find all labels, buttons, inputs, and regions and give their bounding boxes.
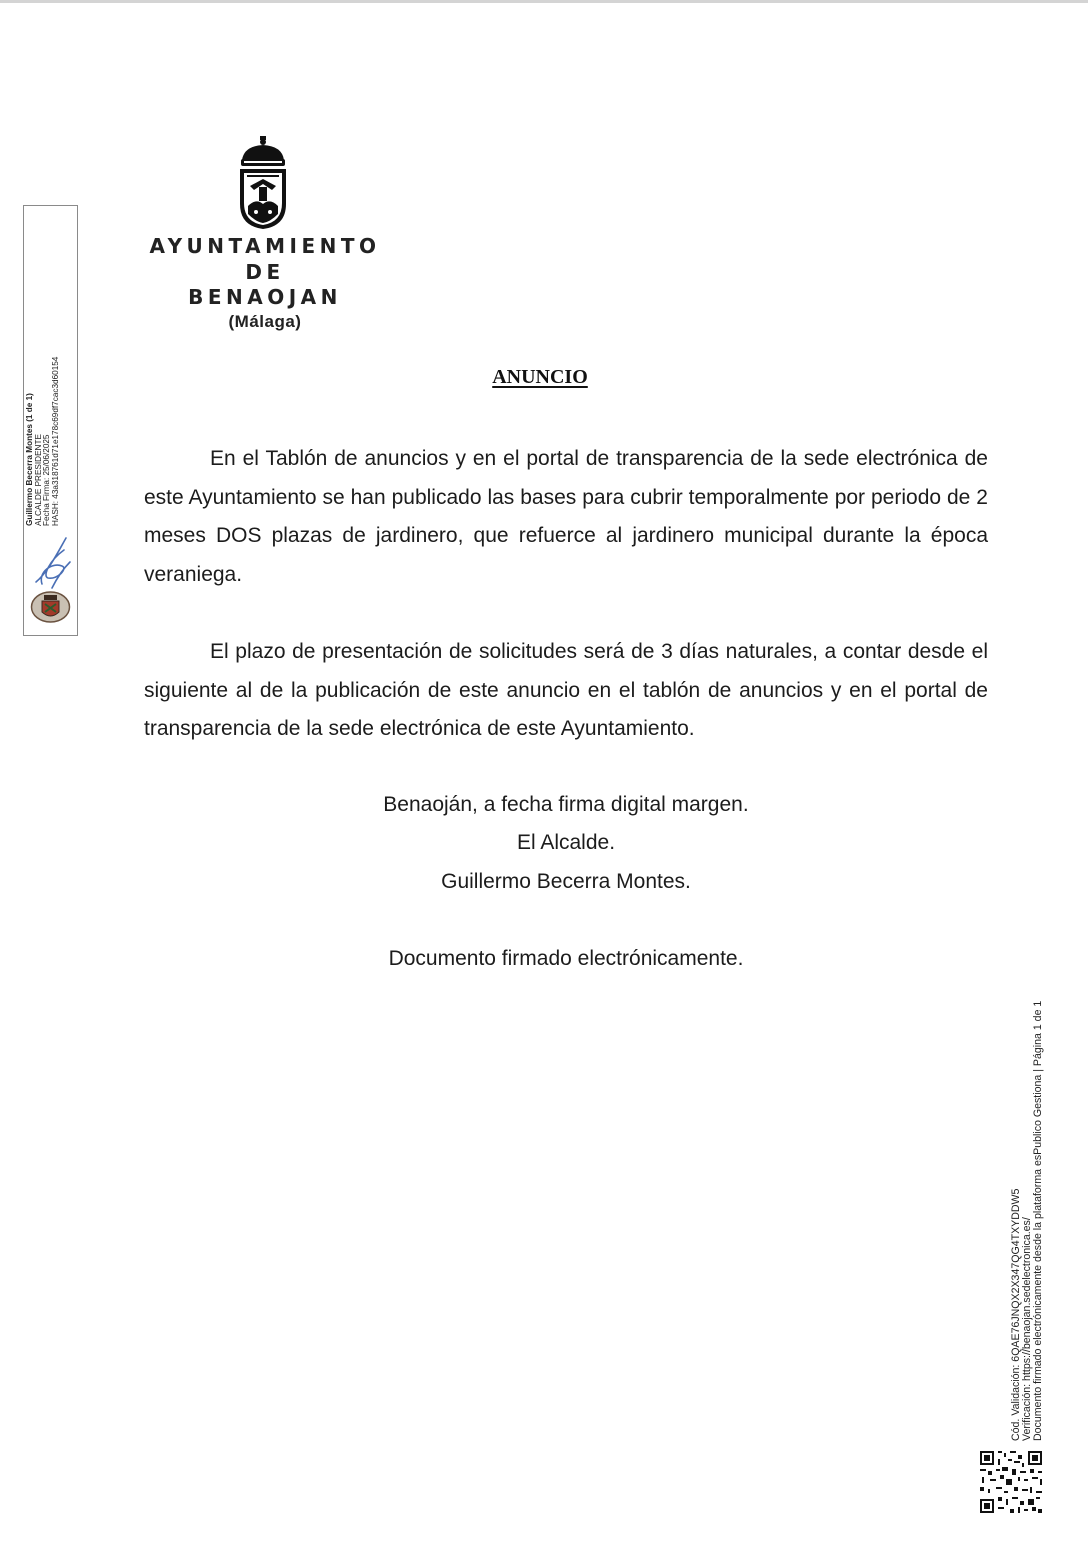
- handwritten-signature-icon: [28, 532, 74, 590]
- signature-details: [26, 326, 60, 526]
- org-province: (Málaga): [228, 312, 302, 331]
- qr-code-icon[interactable]: [978, 1449, 1044, 1515]
- signer-role-line: ALCALDE PRESIDENTE: [33, 434, 43, 526]
- page-number: Página 1 de 1: [1032, 1000, 1045, 1067]
- org-name-line3: BENAOJAN: [188, 285, 342, 309]
- municipal-seal-icon: [29, 590, 72, 624]
- validation-details: [1011, 971, 1045, 1441]
- electronic-signature-note: Documento firmado electrónicamente.: [388, 947, 744, 970]
- org-name-line1: AYUNTAMIENTO: [149, 234, 381, 258]
- body-paragraph-2: El plazo de presentación de solicitudes será de 3 días naturales, a contar desde el siguiente al de la publicación de este anuncio en el tablón de anuncios y en el portal de transparencia de la sede electrónica de este Ayuntamiento.: [144, 640, 988, 740]
- validation-code: Cód. Validación: 6QAE76JNQX2X347QG4TXYDDW5: [1010, 1188, 1022, 1441]
- signature-hash-line: HASH: 43a318761d71e178c69df7cac3d60154: [50, 356, 60, 526]
- signer-role: El Alcalde.: [516, 831, 616, 854]
- place-date-line: Benaoján, a fecha firma digital margen.: [383, 793, 749, 816]
- document-title: ANUNCIO: [492, 366, 588, 388]
- signer-name: Guillermo Becerra Montes.: [441, 870, 691, 893]
- verification-url: Verificación: https://benaojan.sedelectronica.es/: [1021, 1217, 1034, 1441]
- municipal-crest-icon: [232, 134, 294, 232]
- platform-note: Documento firmado electrónicamente desde la plataforma esPublico Gestiona | Página 1 de 1: [1032, 1000, 1045, 1441]
- signature-date-line: Fecha Firma: 25/06/2025: [42, 434, 52, 526]
- platform-text: Documento firmado electrónicamente desde la plataforma esPublico Gestiona: [1032, 1074, 1045, 1441]
- body-paragraph-1: En el Tablón de anuncios y en el portal de transparencia de la sede electrónica de este Ayuntamiento se han publicado las bases para cubrir temporalmente por periodo de 2 meses DOS plazas de jardinero, que refuerce al jardinero municipal durante la época veraniega.: [144, 447, 988, 586]
- signer-line: Guillermo Becerra Montes (1 de 1): [25, 393, 34, 526]
- org-name-line2: DE: [245, 260, 285, 284]
- top-border: [0, 0, 1088, 3]
